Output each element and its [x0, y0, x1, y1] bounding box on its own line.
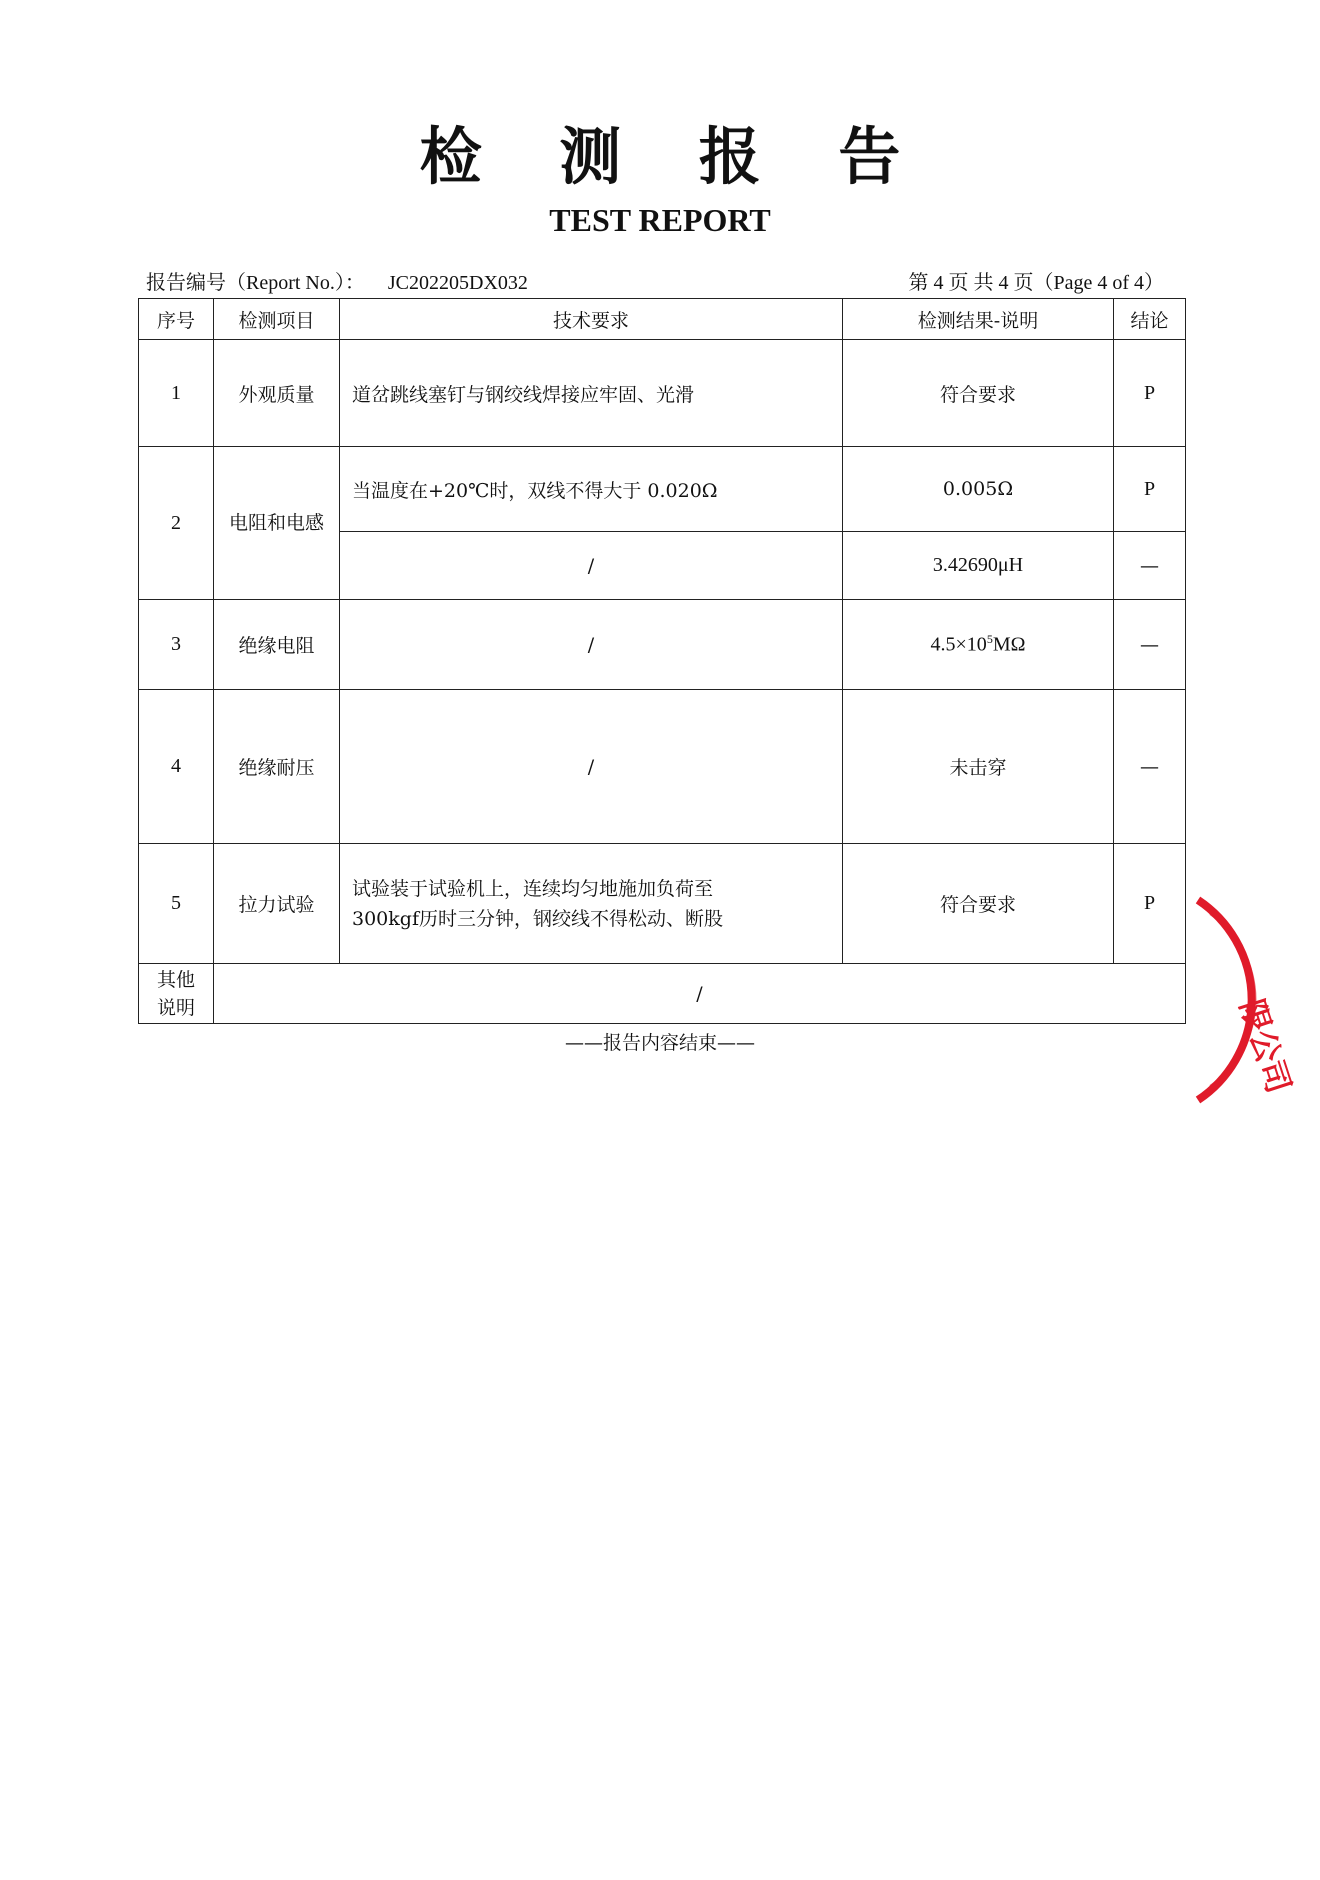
table-header-row [139, 299, 1186, 340]
other-notes-value: / [214, 964, 1186, 1024]
row-item: 绝缘电阻 [214, 600, 340, 690]
table-row [139, 340, 1186, 447]
seal-text: 限公司 [1232, 994, 1299, 1098]
row-item: 绝缘耐压 [214, 690, 340, 844]
page-info: 第 4 页 共 4 页（Page 4 of 4） [908, 272, 1164, 294]
result-exponent: 5 [986, 632, 993, 647]
other-notes-label [139, 964, 214, 1024]
row-result: 未击穿 [843, 690, 1114, 844]
requirement-line-1: 试验装于试验机上，连续均匀地施加负荷至 [352, 877, 714, 900]
row-no: 3 [139, 600, 214, 690]
report-title-en: TEST REPORT [549, 202, 771, 238]
row-conclusion: — [1114, 690, 1186, 844]
row-result [843, 600, 1114, 690]
report-end-marker: ——报告内容结束—— [564, 1032, 755, 1054]
header-conclusion: 结论 [1114, 299, 1186, 340]
test-results-table [138, 298, 1186, 1024]
row-no: 2 [139, 447, 214, 600]
report-number-value: JC202205DX032 [387, 272, 528, 294]
row-result: 0.005Ω [843, 447, 1114, 532]
row-requirement: / [340, 600, 843, 690]
header-no: 序号 [139, 299, 214, 340]
row-requirement: 当温度在+20℃时，双线不得大于 0.020Ω [340, 447, 843, 532]
row-result: 符合要求 [843, 844, 1114, 964]
company-seal-icon [1188, 880, 1308, 1120]
row-conclusion: P [1114, 844, 1186, 964]
header-item: 检测项目 [214, 299, 340, 340]
row-requirement [340, 844, 843, 964]
table-row [139, 690, 1186, 844]
row-no: 5 [139, 844, 214, 964]
row-requirement: / [340, 532, 843, 600]
row-conclusion: — [1114, 600, 1186, 690]
row-result: 3.42690μH [843, 532, 1114, 600]
row-item: 拉力试验 [214, 844, 340, 964]
row-item: 外观质量 [214, 340, 340, 447]
table-row [139, 600, 1186, 690]
row-requirement: 道岔跳线塞钉与钢绞线焊接应牢固、光滑 [340, 340, 843, 447]
other-notes-label-2: 说明 [156, 996, 195, 1019]
row-conclusion: P [1114, 340, 1186, 447]
other-notes-label-1: 其他 [156, 968, 195, 991]
report-number-label: 报告编号（Report No.）： [146, 272, 365, 294]
row-requirement: / [340, 690, 843, 844]
report-number [146, 270, 528, 296]
row-conclusion: P [1114, 447, 1186, 532]
row-conclusion: — [1114, 532, 1186, 600]
result-base: 4.5×10 [930, 633, 987, 656]
header-requirement: 技术要求 [340, 299, 843, 340]
row-item: 电阻和电感 [214, 447, 340, 600]
requirement-line-2: 300kgf历时三分钟，钢绞线不得松动、断股 [352, 907, 723, 930]
header-result: 检测结果-说明 [843, 299, 1114, 340]
result-unit: MΩ [992, 633, 1026, 656]
table-row [139, 844, 1186, 964]
row-no: 1 [139, 340, 214, 447]
row-no: 4 [139, 690, 214, 844]
row-result: 符合要求 [843, 340, 1114, 447]
table-row [139, 447, 1186, 532]
other-notes-row [139, 964, 1186, 1024]
report-title-cn: 检 测 报 告 [419, 120, 929, 193]
